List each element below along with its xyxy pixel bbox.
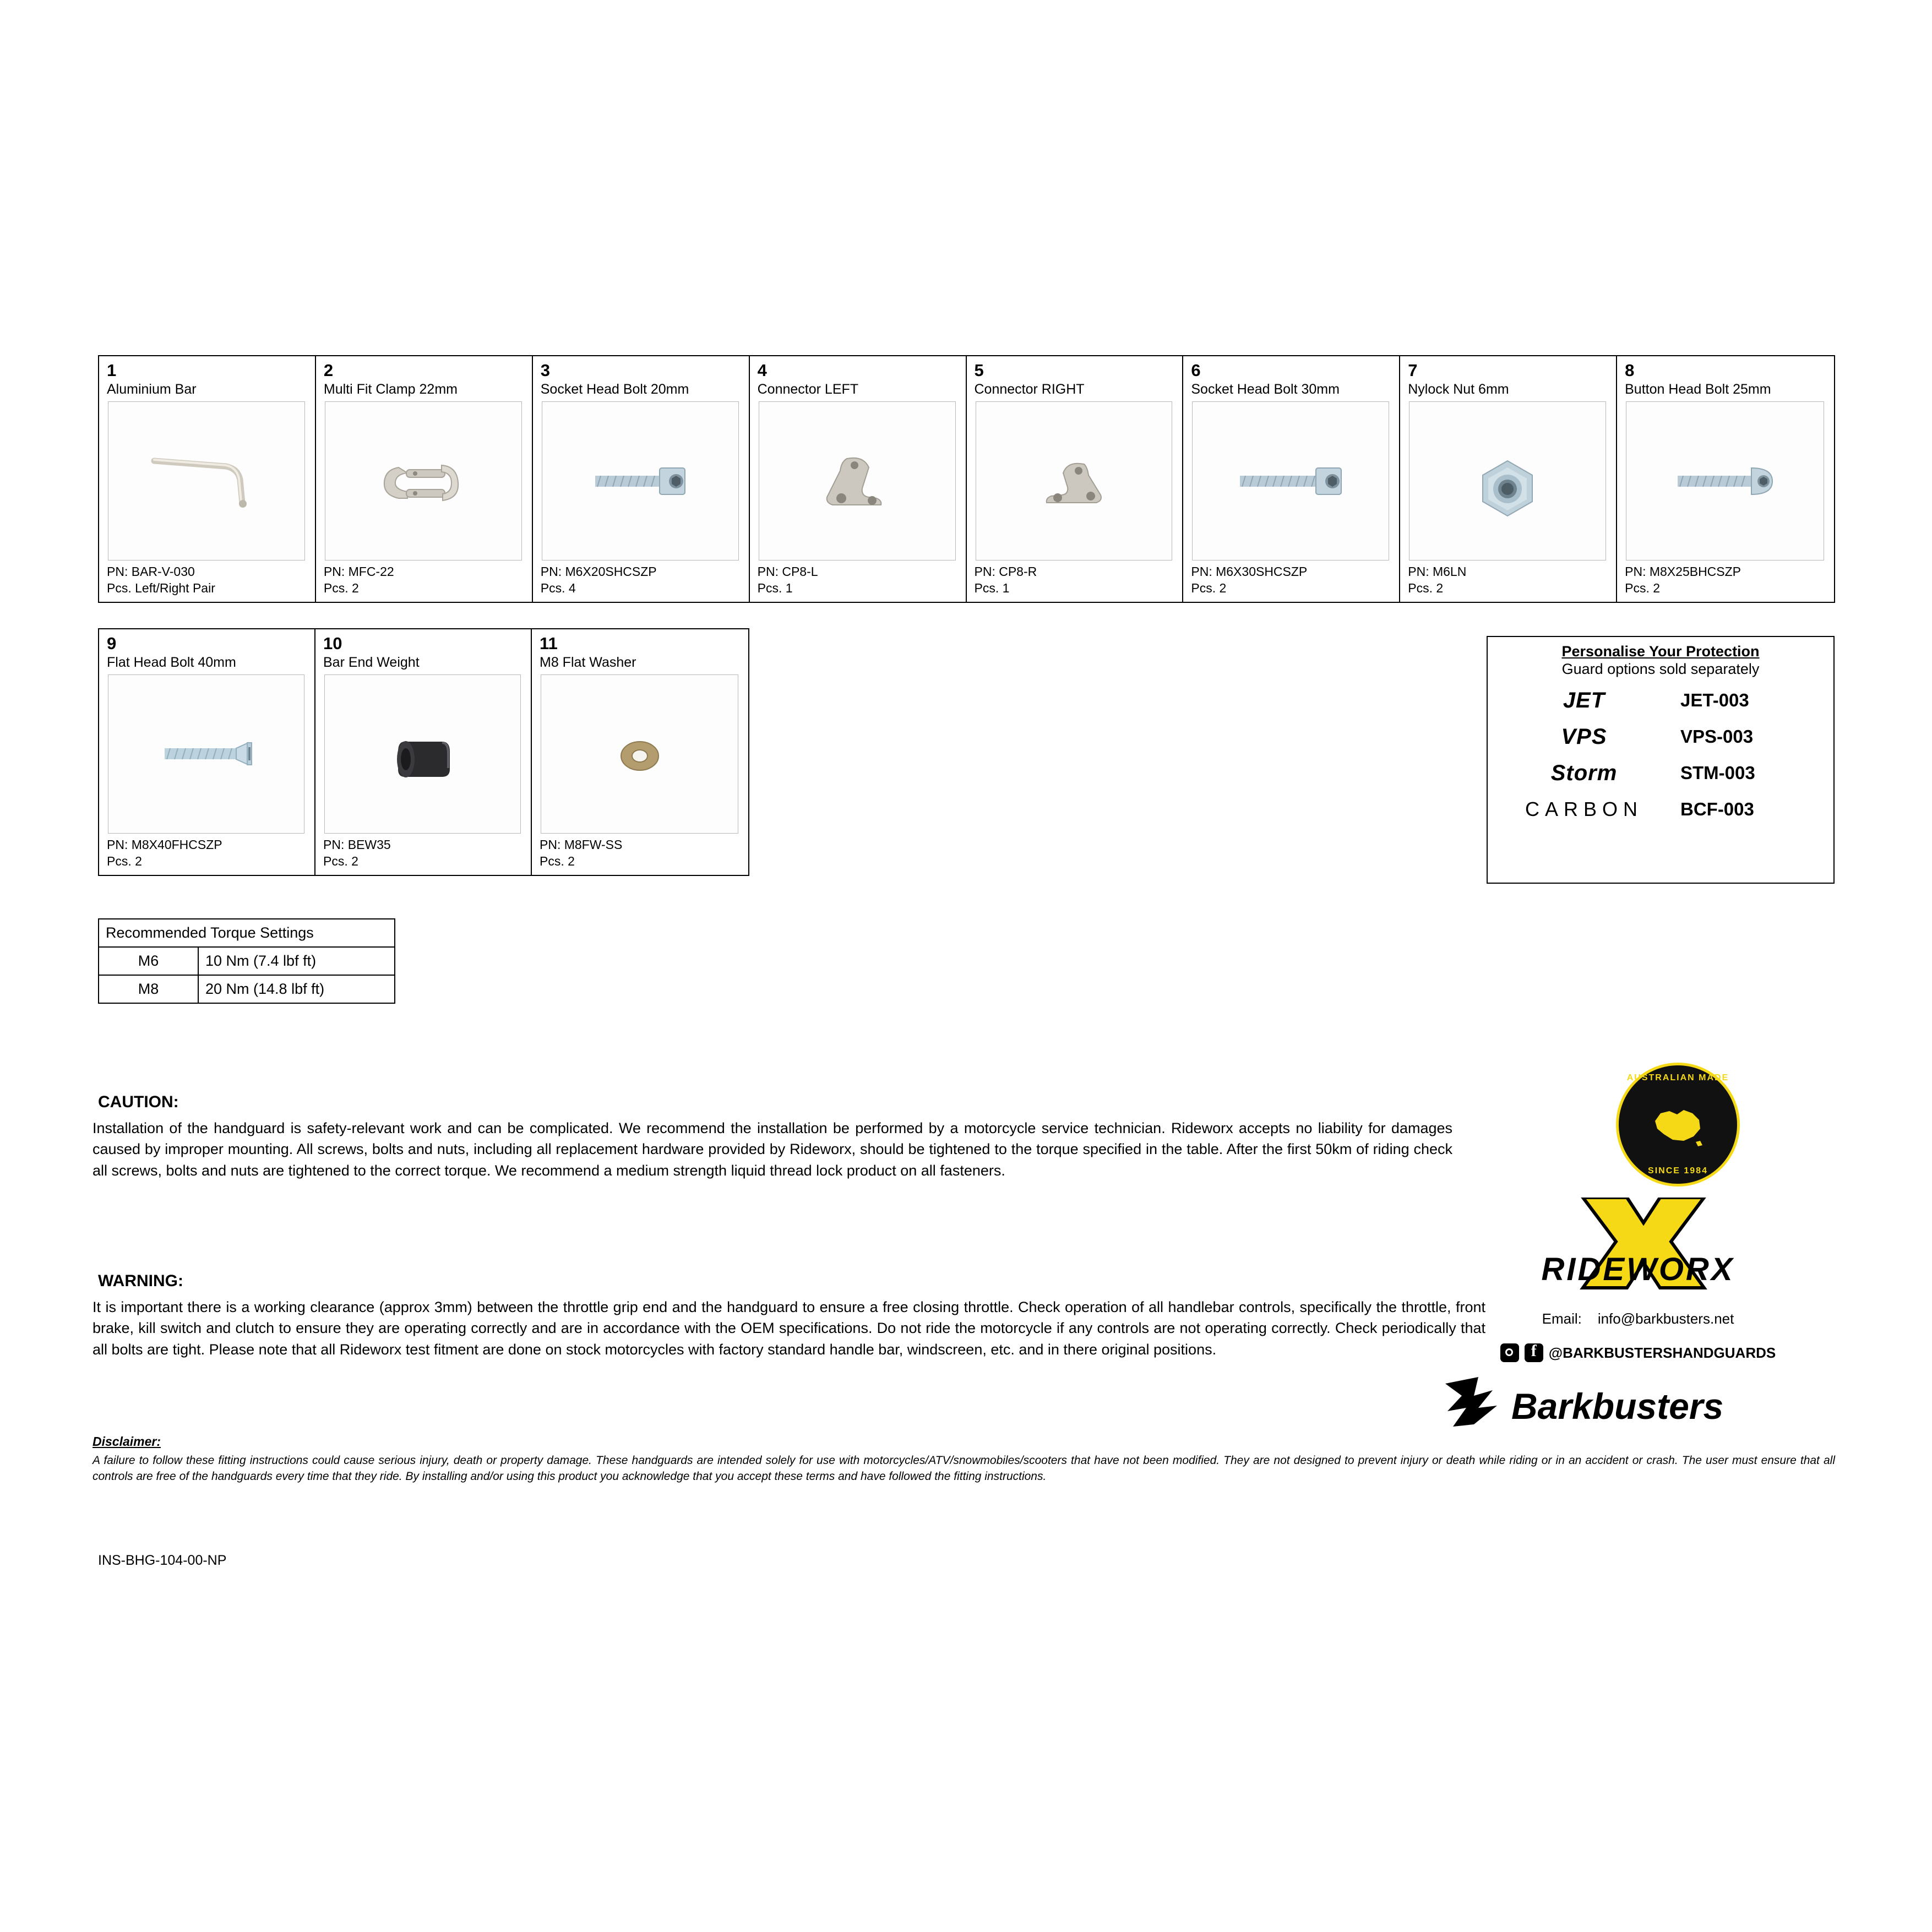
caution-body: Installation of the handguard is safety-relevant work and can be complicated. We recommend the installation be performed by a motorcycle service technician. Rideworx accepts no liability for damages caused by improper mounting. All screws, bolts and nuts, including all replacement hardware provided by Rideworx, should be tightened to the torque specified in the table. After the first 50km of riding check all screws, bolts and nuts are tightened to the correct torque. We recommend a medium strength liquid thread lock product on all fasteners. — [92, 1120, 1452, 1179]
guard-brand-vps: VPS — [1561, 725, 1607, 749]
australia-map-icon — [1645, 1100, 1711, 1150]
part-pcs: Pcs. 1 — [757, 580, 793, 595]
part-cell-11 — [532, 629, 748, 875]
warning-heading: WARNING: — [98, 1272, 183, 1290]
part-pn: PN: BAR-V-030 — [107, 564, 195, 579]
part-number: 8 — [1625, 361, 1635, 380]
part-cell-2 — [316, 356, 533, 602]
part-image-socket-head-bolt-20 — [542, 401, 739, 560]
part-meta — [324, 564, 525, 602]
table-row-header — [99, 919, 395, 947]
part-cell-1 — [99, 356, 316, 602]
part-title: Flat Head Bolt 40mm — [107, 654, 236, 670]
part-image-bar-end-weight — [324, 674, 521, 834]
guard-code-jet: JET-003 — [1680, 690, 1749, 711]
email-line — [1445, 1310, 1831, 1327]
personalise-your-protection-box — [1487, 636, 1835, 884]
part-cell-3 — [533, 356, 750, 602]
guard-code-carbon: BCF-003 — [1680, 799, 1754, 820]
table-row — [99, 975, 395, 1003]
part-meta — [541, 564, 742, 602]
part-pn: PN: M8X40FHCSZP — [107, 837, 222, 852]
part-cell-10 — [315, 629, 532, 875]
torque-size-m8: M8 — [99, 975, 198, 1003]
part-title: M8 Flat Washer — [540, 654, 636, 670]
part-meta — [107, 837, 308, 875]
torque-value-m8: 20 Nm (14.8 lbf ft) — [198, 975, 395, 1003]
part-number: 9 — [107, 634, 117, 653]
rideworx-wordmark: RIDEWORX — [1541, 1251, 1735, 1287]
part-meta — [323, 837, 524, 875]
part-pn: PN: MFC-22 — [323, 564, 394, 579]
part-pn: PN: M6X20SHCSZP — [540, 564, 657, 579]
part-image-button-head-bolt-25 — [1626, 401, 1824, 560]
part-meta — [975, 564, 1176, 602]
parts-table-row-1 — [98, 355, 1835, 603]
part-cell-5 — [967, 356, 1184, 602]
guard-option-storm — [1488, 755, 1833, 791]
barkbusters-logo — [1440, 1374, 1836, 1434]
part-image-flat-head-bolt-40 — [108, 674, 304, 834]
guard-option-list — [1488, 682, 1833, 828]
aus-badge-top-text: AUSTRALIAN MADE — [1626, 1073, 1729, 1082]
part-meta — [107, 564, 308, 602]
guard-option-carbon — [1488, 791, 1833, 828]
aus-badge-bottom-text: SINCE 1984 — [1648, 1166, 1708, 1175]
guard-option-vps — [1488, 719, 1833, 755]
personalise-title: Personalise Your Protection — [1561, 643, 1760, 660]
part-meta — [1408, 564, 1609, 602]
table-row — [99, 947, 395, 975]
part-pcs: Pcs. 4 — [540, 580, 576, 595]
part-cell-8 — [1617, 356, 1834, 602]
caution-heading: CAUTION: — [98, 1093, 179, 1111]
recommended-torque-table — [98, 918, 395, 1004]
part-cell-6 — [1183, 356, 1400, 602]
part-pn: PN: M6X30SHCSZP — [1191, 564, 1308, 579]
part-number: 4 — [757, 361, 767, 380]
part-pn: PN: M8X25BHCSZP — [1625, 564, 1741, 579]
part-pcs: Pcs. 2 — [540, 853, 575, 868]
part-pcs: Pcs. 2 — [1408, 580, 1444, 595]
part-pn: PN: M8FW-SS — [540, 837, 623, 852]
part-cell-9 — [99, 629, 315, 875]
part-title: Bar End Weight — [323, 654, 420, 670]
part-title: Connector LEFT — [757, 381, 859, 397]
part-title: Aluminium Bar — [107, 381, 197, 397]
part-title: Multi Fit Clamp 22mm — [323, 381, 458, 397]
part-title: Socket Head Bolt 30mm — [1191, 381, 1340, 397]
part-pcs: Pcs. 2 — [1625, 580, 1661, 595]
warning-body: It is important there is a working clearance (approx 3mm) between the throttle grip end and the handguard to ensure a free closing throttle. Check operation of all handlebar controls, specifically the throttle, front brake, kill switch and clutch to ensure they are operating correctly and are in accordance with the OEM specifications. Do not ride the motorcycle if any controls are not operating correctly. Check periodically that all bolts are tight. Please note that all Rideworx test fitment are done on stock motorcycles with factory standard handle bar, windscreen, etc. and in there original positions. — [92, 1299, 1485, 1358]
part-pcs: Pcs. 2 — [323, 853, 358, 868]
part-number: 7 — [1408, 361, 1418, 380]
guard-brand-storm: Storm — [1550, 761, 1618, 786]
part-meta — [1625, 564, 1827, 602]
email-label: Email: — [1542, 1310, 1582, 1327]
part-image-m8-flat-washer — [541, 674, 738, 834]
guard-code-vps: VPS-003 — [1680, 726, 1754, 747]
part-number: 11 — [540, 634, 558, 653]
part-meta — [758, 564, 959, 602]
part-pcs: Pcs. 2 — [323, 580, 359, 595]
part-image-connector-left — [759, 401, 956, 560]
part-title: Nylock Nut 6mm — [1408, 381, 1509, 397]
instagram-icon[interactable] — [1500, 1343, 1519, 1362]
part-pcs: Pcs. Left/Right Pair — [107, 580, 215, 595]
part-image-aluminium-bar — [108, 401, 305, 560]
social-handle: @BARKBUSTERSHANDGUARDS — [1548, 1344, 1776, 1361]
rideworx-logo — [1445, 1198, 1831, 1291]
parts-table-row-2 — [98, 628, 749, 876]
guard-brand-jet: JET — [1563, 688, 1606, 713]
australian-made-badge-icon — [1616, 1063, 1740, 1187]
part-number: 3 — [540, 361, 550, 380]
guard-option-jet — [1488, 682, 1833, 719]
part-number: 1 — [107, 361, 117, 380]
document-code: INS-BHG-104-00-NP — [98, 1553, 227, 1568]
part-image-nylock-nut — [1409, 401, 1606, 560]
disclaimer-heading: Disclaimer: — [92, 1434, 161, 1449]
email-address[interactable]: info@barkbusters.net — [1597, 1310, 1734, 1327]
social-line — [1434, 1343, 1842, 1362]
part-pcs: Pcs. 2 — [107, 853, 142, 868]
part-pn: PN: M6LN — [1408, 564, 1467, 579]
part-title: Connector RIGHT — [974, 381, 1085, 397]
disclaimer-body: A failure to follow these fitting instructions could cause serious injury, death or property damage. These handguards are intended solely for use with motorcycles/ATV/snowmobiles/scooters that have not been modified. They are not designed to prevent injury or death while riding or in an accident or crash. The user must ensure that all controls are free of the handguards every time that they ride. By installing and/or using this product you acknowledge that you accept these terms and have followed the fitting instructions. — [92, 1454, 1835, 1483]
torque-table-header: Recommended Torque Settings — [99, 919, 395, 947]
barkbusters-wordmark: Barkbusters — [1511, 1386, 1724, 1427]
part-image-socket-head-bolt-30 — [1192, 401, 1389, 560]
part-pn: PN: CP8-L — [757, 564, 818, 579]
part-cell-4 — [750, 356, 967, 602]
part-meta — [1191, 564, 1392, 602]
part-cell-7 — [1400, 356, 1617, 602]
part-meta — [540, 837, 742, 875]
personalise-subtitle: Guard options sold separately — [1561, 661, 1760, 678]
part-number: 5 — [974, 361, 984, 380]
part-pn: PN: BEW35 — [323, 837, 391, 852]
guard-brand-carbon: CARBON — [1525, 798, 1643, 821]
torque-size-m6: M6 — [99, 947, 198, 975]
guard-code-storm: STM-003 — [1680, 763, 1755, 783]
part-number: 10 — [323, 634, 342, 653]
part-pcs: Pcs. 1 — [974, 580, 1010, 595]
facebook-icon[interactable] — [1525, 1343, 1543, 1362]
part-title: Button Head Bolt 25mm — [1625, 381, 1771, 397]
part-pcs: Pcs. 2 — [1191, 580, 1227, 595]
part-number: 6 — [1191, 361, 1201, 380]
part-image-multi-fit-clamp — [325, 401, 522, 560]
part-pn: PN: CP8-R — [974, 564, 1037, 579]
part-title: Socket Head Bolt 20mm — [540, 381, 689, 397]
part-image-connector-right — [976, 401, 1173, 560]
part-number: 2 — [323, 361, 334, 380]
torque-value-m6: 10 Nm (7.4 lbf ft) — [198, 947, 395, 975]
